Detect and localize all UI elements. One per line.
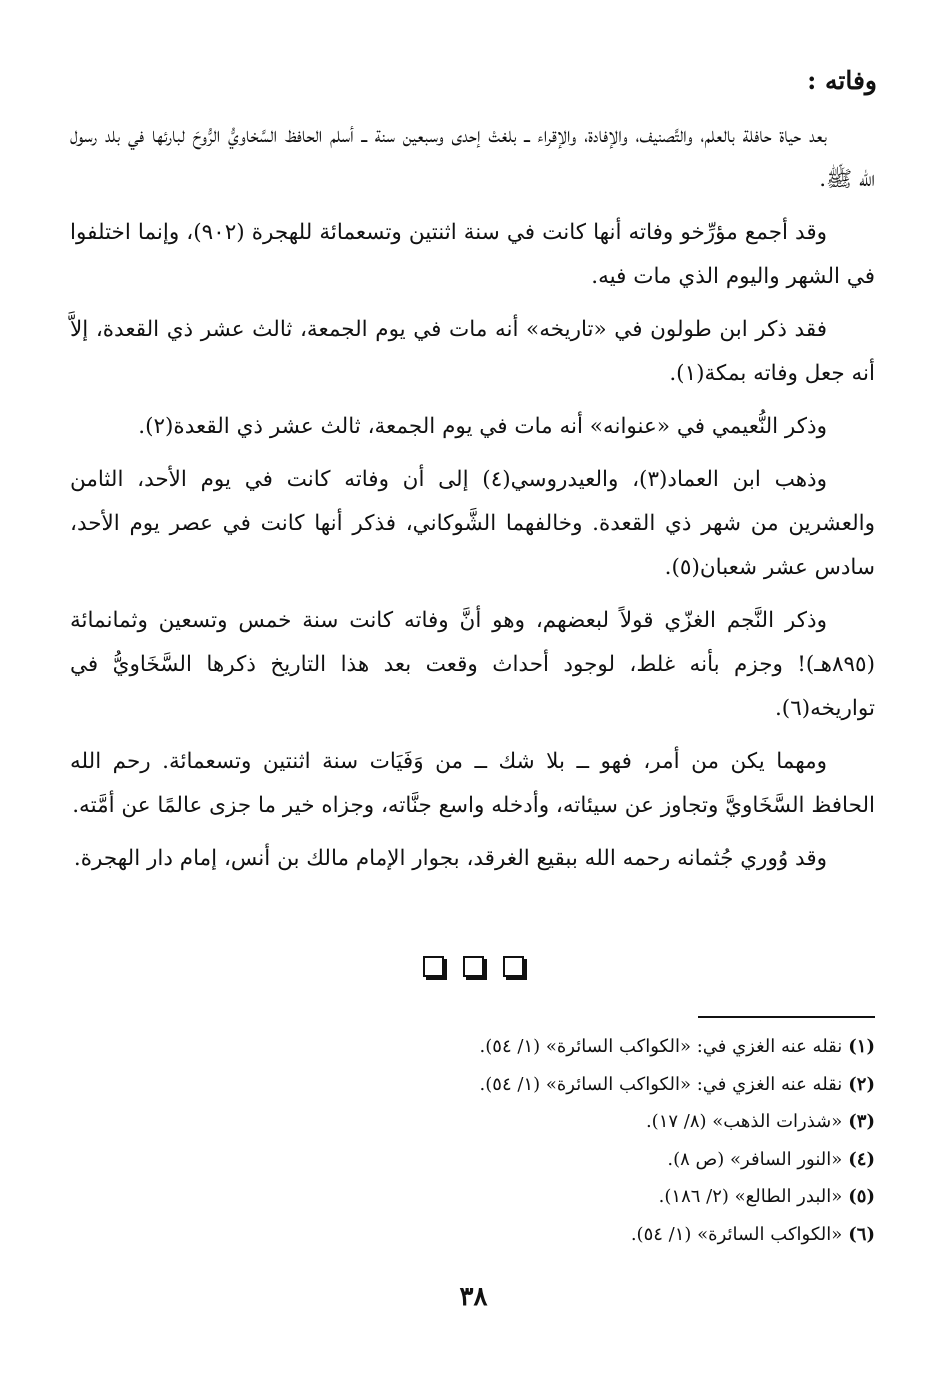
footnote-divider xyxy=(698,1016,875,1018)
footnote-number: (١) xyxy=(848,1036,875,1057)
section-heading: وفاته : xyxy=(807,66,877,95)
square-ornament-icon xyxy=(463,956,484,977)
footnote-number: (٤) xyxy=(848,1148,875,1170)
footnote xyxy=(275,1216,875,1254)
paragraph: بعد حياة حافلة بالعلم، والتَّصنيف، والإفادة، والإقراء ــ بلغتْ إحدى وسبعين سنة ــ أسلم الحافظ السَّخاويُّ الرُّوحَ لبارئها في بلد رسول الله ﷺ. xyxy=(70,123,875,192)
footnote-text: «البدر الطالع» (٢/ ١٨٦). xyxy=(658,1186,843,1207)
footnote-number: (٣) xyxy=(848,1111,875,1132)
footnote-text: «النور السافر» (ص ٨). xyxy=(667,1148,843,1170)
footnote-number: (٦) xyxy=(848,1223,875,1245)
footnotes xyxy=(275,1028,875,1253)
footnote-text: نقله عنه الغزي في: «الكواكب السائرة» (١/ ٥٤). xyxy=(479,1073,843,1095)
footnote-text: «الكواكب السائرة» (١/ ٥٤). xyxy=(630,1223,843,1245)
page-number: ٣٨ xyxy=(459,1282,488,1312)
paragraph: وذهب ابن العماد(٣)، والعيدروسي(٤) إلى أن وفاته كانت في يوم الأحد، الثامن والعشرين من شهر ذي القعدة. وخالفهما الشَّوكاني، فذكر أنها كانت في عصر يوم الأحد، سادس عشر شعبان(٥). xyxy=(70,467,875,580)
body-text xyxy=(70,114,875,890)
footnote xyxy=(275,1103,875,1141)
square-ornament-icon xyxy=(423,956,444,977)
footnote xyxy=(275,1141,875,1179)
paragraph: وقد وُوري جُثمانه رحمه الله ببقيع الغرقد، بجوار الإمام مالك بن أنس، إمام دار الهجرة. xyxy=(73,846,827,871)
section-end-ornament xyxy=(0,956,947,981)
footnote-number: (٢) xyxy=(848,1073,875,1095)
paragraph: وذكر النُّعيمي في «عنوانه» أنه مات في يوم الجمعة، ثالث عشر ذي القعدة(٢). xyxy=(138,414,827,439)
footnote-text: «شذرات الذهب» (٨/ ١٧). xyxy=(645,1111,843,1132)
footnote xyxy=(275,1178,875,1216)
square-ornament-icon xyxy=(503,956,524,977)
paragraph: وذكر النَّجم الغزّي قولاً لبعضهم، وهو أنَّ وفاته كانت سنة خمس وتسعين وثمانمائة (٨٩٥هـ)! وجزم بأنه غلط، لوجود أحداث وقعت بعد هذا التاريخ ذكرها السَّخَاويُّ في تواريخه(٦). xyxy=(70,608,875,721)
footnote-text: نقله عنه الغزي في: «الكواكب السائرة» (١/ ٥٤). xyxy=(479,1036,843,1057)
paragraph: ومهما يكن من أمر، فهو ــ بلا شك ــ من وَفَيَات سنة اثنتين وتسعمائة. رحم الله الحافظ السَّخَاويَّ وتجاوز عن سيئاته، وأدخله واسع جنَّاته، وجزاه خير ما جزى عالمًا عن أمَّته. xyxy=(70,749,875,818)
footnote xyxy=(275,1066,875,1104)
paragraph: فقد ذكر ابن طولون في «تاريخه» أنه مات في يوم الجمعة، ثالث عشر ذي القعدة، إلاَّ أنه جعل وفاته بمكة(١). xyxy=(70,317,875,386)
footnote xyxy=(275,1028,875,1066)
footnote-number: (٥) xyxy=(848,1186,875,1207)
paragraph: وقد أجمع مؤرِّخو وفاته أنها كانت في سنة اثنتين وتسعمائة للهجرة (٩٠٢)، وإنما اختلفوا في الشهر واليوم الذي مات فيه. xyxy=(70,220,875,289)
